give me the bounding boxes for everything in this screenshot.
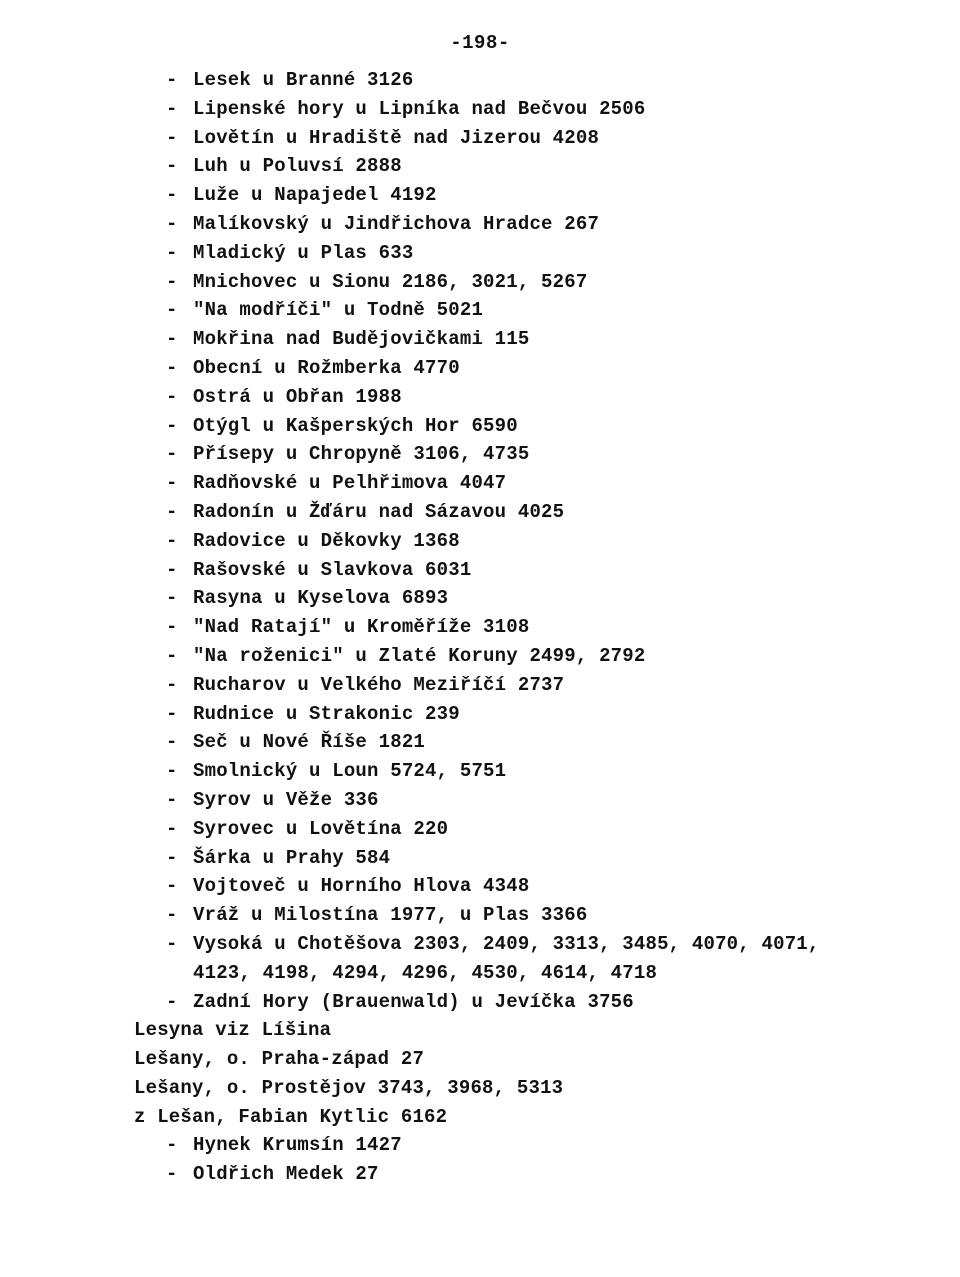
- entry-dash: -: [166, 328, 178, 351]
- entry-text: Syrovec u Lovětína 220: [193, 817, 449, 840]
- page-number: -198-: [450, 32, 510, 54]
- entry-dash: -: [166, 788, 178, 811]
- index-subentry: [0, 988, 960, 1017]
- entry-dash: -: [166, 1163, 178, 1186]
- index-subentry: [0, 66, 960, 95]
- entry-dash: -: [166, 385, 178, 408]
- entry-text: "Na roženici" u Zlaté Koruny 2499, 2792: [193, 644, 646, 667]
- entry-text: Seč u Nové Říše 1821: [193, 731, 426, 754]
- index-subentry: [0, 700, 960, 729]
- index-subentry: [0, 1160, 960, 1189]
- index-entry-list: [0, 66, 960, 1189]
- entry-text: Rasyna u Kyselova 6893: [193, 587, 449, 610]
- index-subentry: [0, 268, 960, 297]
- index-subentry: [0, 527, 960, 556]
- entry-dash: -: [166, 529, 178, 552]
- index-subentry: [0, 901, 960, 930]
- entry-dash: -: [166, 155, 178, 178]
- entry-dash: -: [166, 500, 178, 523]
- entry-dash: -: [166, 817, 178, 840]
- entry-dash: -: [166, 443, 178, 466]
- entry-dash: -: [166, 673, 178, 696]
- index-subentry: [0, 498, 960, 527]
- entry-text: Přísepy u Chropyně 3106, 4735: [193, 443, 530, 466]
- entry-dash: -: [166, 904, 178, 927]
- index-subentry: [0, 210, 960, 239]
- index-subentry: [0, 383, 960, 412]
- index-subentry: [0, 152, 960, 181]
- entry-dash: -: [166, 875, 178, 898]
- index-subentry: [0, 1131, 960, 1160]
- index-subentry: [0, 642, 960, 671]
- entry-dash: -: [166, 644, 178, 667]
- entry-text: Lesyna viz Líšina: [134, 1019, 332, 1042]
- entry-text: Oldřich Medek 27: [193, 1163, 379, 1186]
- index-subentry: [0, 239, 960, 268]
- entry-text: Zadní Hory (Brauenwald) u Jevíčka 3756: [193, 990, 634, 1013]
- entry-text: 4123, 4198, 4294, 4296, 4530, 4614, 4718: [193, 961, 658, 984]
- index-subentry: [0, 412, 960, 441]
- entry-text: Vysoká u Chotěšova 2303, 2409, 3313, 3485, 4070, 4071,: [193, 932, 820, 955]
- index-subentry: [0, 757, 960, 786]
- index-subentry: [0, 469, 960, 498]
- entry-dash: -: [166, 587, 178, 610]
- index-subentry-continuation: [0, 959, 960, 988]
- entry-text: Vojtoveč u Horního Hlova 4348: [193, 875, 530, 898]
- entry-text: Malíkovský u Jindřichova Hradce 267: [193, 212, 600, 235]
- entry-dash: -: [166, 846, 178, 869]
- index-subentry: [0, 930, 960, 959]
- index-subentry: [0, 844, 960, 873]
- entry-text: Lipenské hory u Lipníka nad Bečvou 2506: [193, 97, 646, 120]
- entry-dash: -: [166, 760, 178, 783]
- entry-text: Lešany, o. Praha-západ 27: [134, 1048, 425, 1071]
- entry-text: Radovice u Děkovky 1368: [193, 529, 460, 552]
- index-headword: [0, 1074, 960, 1103]
- entry-dash: -: [166, 414, 178, 437]
- entry-text: Obecní u Rožmberka 4770: [193, 356, 460, 379]
- entry-dash: -: [166, 69, 178, 91]
- entry-text: Radonín u Žďáru nad Sázavou 4025: [193, 500, 565, 523]
- entry-dash: -: [166, 731, 178, 754]
- entry-dash: -: [166, 932, 178, 955]
- entry-text: Hynek Krumsín 1427: [193, 1134, 402, 1157]
- index-subentry: [0, 728, 960, 757]
- entry-text: Mladický u Plas 633: [193, 241, 414, 264]
- index-subentry: [0, 325, 960, 354]
- entry-text: Mokřina nad Budějovičkami 115: [193, 328, 530, 351]
- entry-text: Rucharov u Velkého Meziříčí 2737: [193, 673, 565, 696]
- entry-text: Rašovské u Slavkova 6031: [193, 558, 472, 581]
- index-subentry: [0, 556, 960, 585]
- entry-dash: -: [166, 990, 178, 1013]
- index-headword: [0, 1045, 960, 1074]
- entry-dash: -: [166, 356, 178, 379]
- index-subentry: [0, 872, 960, 901]
- entry-dash: -: [166, 702, 178, 725]
- entry-dash: -: [166, 97, 178, 120]
- entry-text: Lešany, o. Prostějov 3743, 3968, 5313: [134, 1076, 564, 1099]
- entry-dash: -: [166, 472, 178, 495]
- index-subentry: [0, 296, 960, 325]
- index-subentry: [0, 584, 960, 613]
- index-subentry: [0, 786, 960, 815]
- index-subentry: [0, 671, 960, 700]
- index-subentry: [0, 124, 960, 153]
- entry-text: Rudnice u Strakonic 239: [193, 702, 460, 725]
- entry-text: Mnichovec u Sionu 2186, 3021, 5267: [193, 270, 588, 293]
- entry-text: Luže u Napajedel 4192: [193, 184, 437, 207]
- index-subentry: [0, 440, 960, 469]
- entry-text: Lesek u Branné 3126: [193, 69, 414, 91]
- entry-dash: -: [166, 616, 178, 639]
- index-subentry: [0, 354, 960, 383]
- entry-text: Smolnický u Loun 5724, 5751: [193, 760, 507, 783]
- entry-text: Šárka u Prahy 584: [193, 846, 391, 869]
- entry-dash: -: [166, 1134, 178, 1157]
- entry-dash: -: [166, 270, 178, 293]
- entry-text: Syrov u Věže 336: [193, 788, 379, 811]
- entry-text: Otýgl u Kašperských Hor 6590: [193, 414, 518, 437]
- index-subentry: [0, 181, 960, 210]
- index-subentry: [0, 613, 960, 642]
- index-subentry: [0, 95, 960, 124]
- entry-text: "Nad Ratají" u Kroměříže 3108: [193, 616, 530, 639]
- entry-text: Ostrá u Obřan 1988: [193, 385, 402, 408]
- index-headword: [0, 1016, 960, 1045]
- entry-text: "Na modříči" u Todně 5021: [193, 299, 484, 322]
- entry-dash: -: [166, 126, 178, 149]
- index-headword: [0, 1103, 960, 1132]
- entry-dash: -: [166, 299, 178, 322]
- entry-text: Vráž u Milostína 1977, u Plas 3366: [193, 904, 588, 927]
- index-subentry: [0, 815, 960, 844]
- entry-text: Radňovské u Pelhřimova 4047: [193, 472, 507, 495]
- entry-text: Luh u Poluvsí 2888: [193, 155, 402, 178]
- entry-text: Lovětín u Hradiště nad Jizerou 4208: [193, 126, 600, 149]
- entry-dash: -: [166, 212, 178, 235]
- entry-dash: -: [166, 558, 178, 581]
- entry-dash: -: [166, 184, 178, 207]
- entry-dash: -: [166, 241, 178, 264]
- entry-text: z Lešan, Fabian Kytlic 6162: [134, 1105, 448, 1128]
